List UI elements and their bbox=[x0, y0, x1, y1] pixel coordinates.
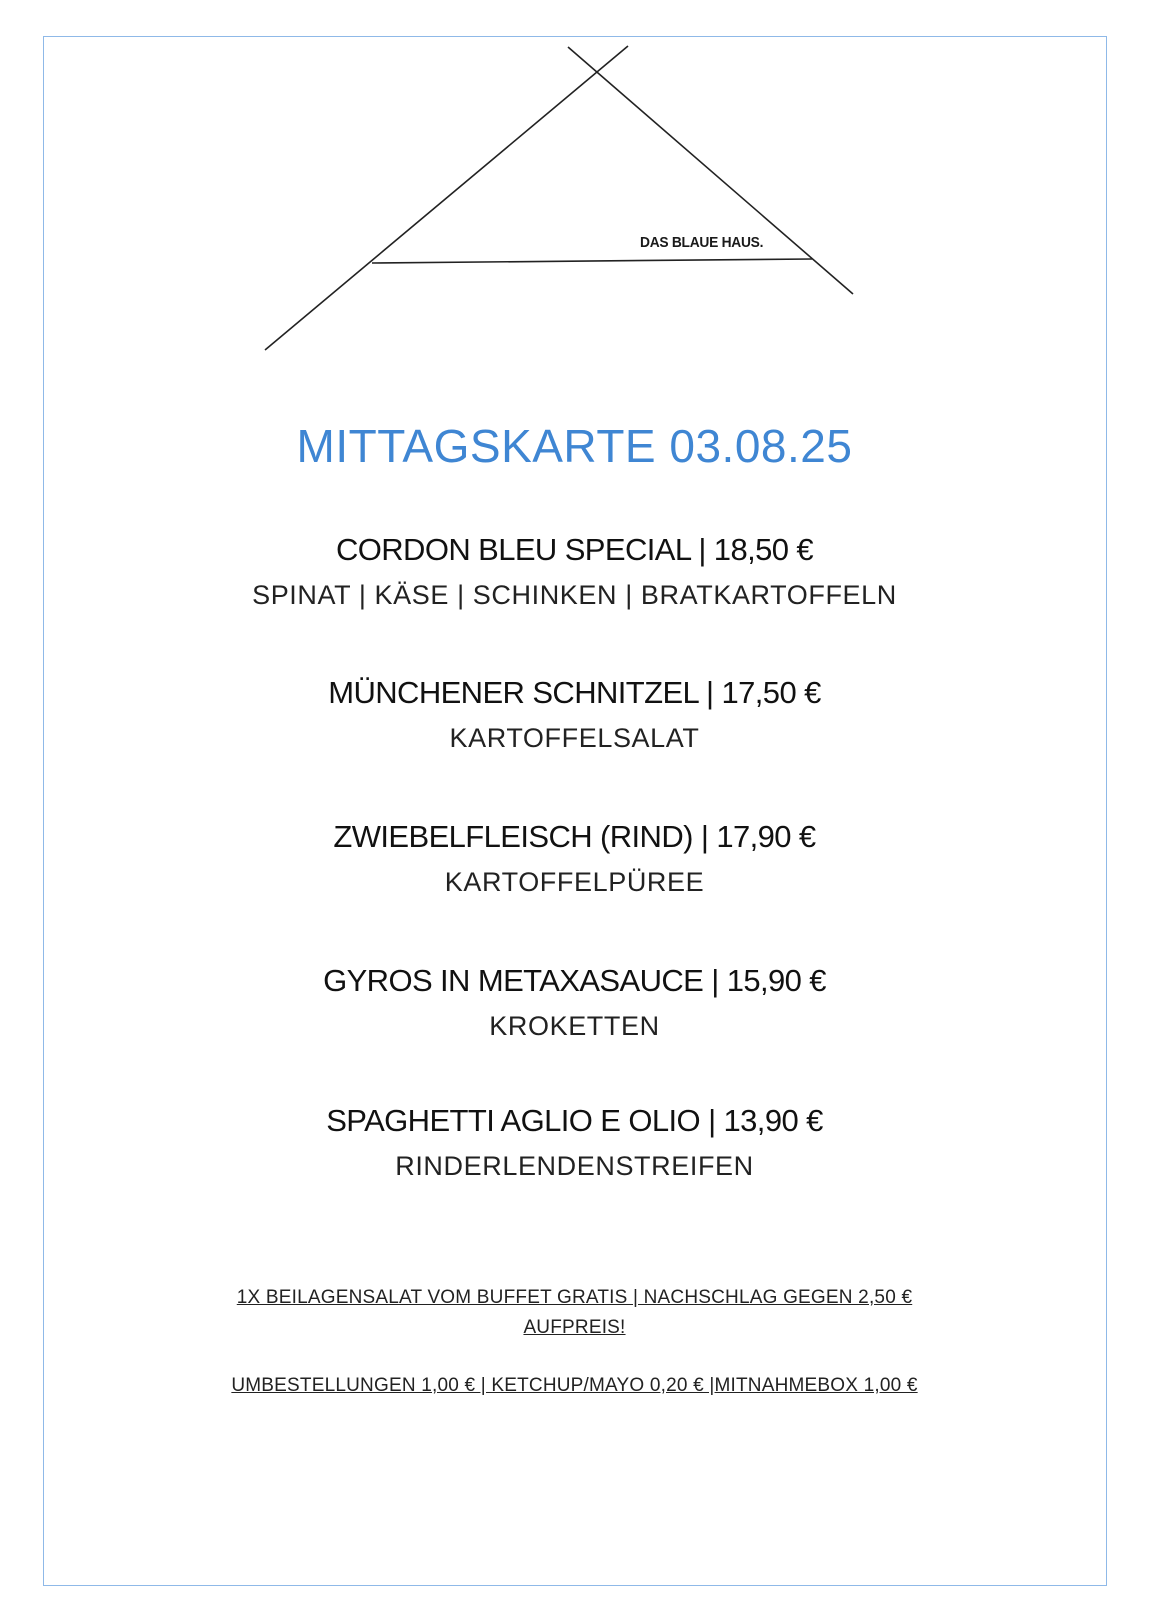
extras-note bbox=[0, 1371, 1149, 1401]
roof-line-left bbox=[265, 46, 628, 350]
dish-name: SPAGHETTI AGLIO E OLIO | 13,90 € bbox=[326, 1103, 823, 1138]
dish-sides: RINDERLENDENSTREIFEN bbox=[395, 1151, 754, 1181]
salad-note-line-1: 1X BEILAGENSALAT VOM BUFFET GRATIS | NACHSCHLAG GEGEN 2,50 € bbox=[236, 1287, 913, 1308]
dish-item bbox=[0, 1101, 1149, 1183]
dish-sides: KARTOFFELPÜREE bbox=[444, 867, 705, 897]
roof-crossbar bbox=[372, 259, 812, 263]
roof-line-right bbox=[568, 47, 853, 294]
dish-sides: SPINAT | KÄSE | SCHINKEN | BRATKARTOFFELN bbox=[252, 580, 897, 610]
logo-text: DAS BLAUE HAUS. bbox=[640, 234, 764, 251]
dish-item bbox=[0, 961, 1149, 1043]
dish-sides: KARTOFFELSALAT bbox=[449, 723, 700, 753]
extras-note-line: UMBESTELLUNGEN 1,00 € | KETCHUP/MAYO 0,20 € |MITNAHMEBOX 1,00 € bbox=[231, 1375, 918, 1396]
dish-name: ZWIEBELFLEISCH (RIND) | 17,90 € bbox=[333, 819, 816, 854]
dish-name: MÜNCHENER SCHNITZEL | 17,50 € bbox=[328, 675, 821, 710]
dish-item bbox=[0, 817, 1149, 899]
dish-item bbox=[0, 530, 1149, 612]
house-logo bbox=[0, 0, 1149, 380]
dish-item bbox=[0, 673, 1149, 755]
salad-note-line-2: AUFPREIS! bbox=[523, 1317, 626, 1338]
menu-title: MITTAGSKARTE 03.08.25 bbox=[296, 420, 853, 472]
dish-sides: KROKETTEN bbox=[489, 1011, 660, 1041]
house-roof-lines bbox=[0, 0, 1149, 380]
dish-name: CORDON BLEU SPECIAL | 18,50 € bbox=[335, 532, 814, 567]
salad-note bbox=[0, 1283, 1149, 1343]
dish-name: GYROS IN METAXASAUCE | 15,90 € bbox=[323, 963, 826, 998]
